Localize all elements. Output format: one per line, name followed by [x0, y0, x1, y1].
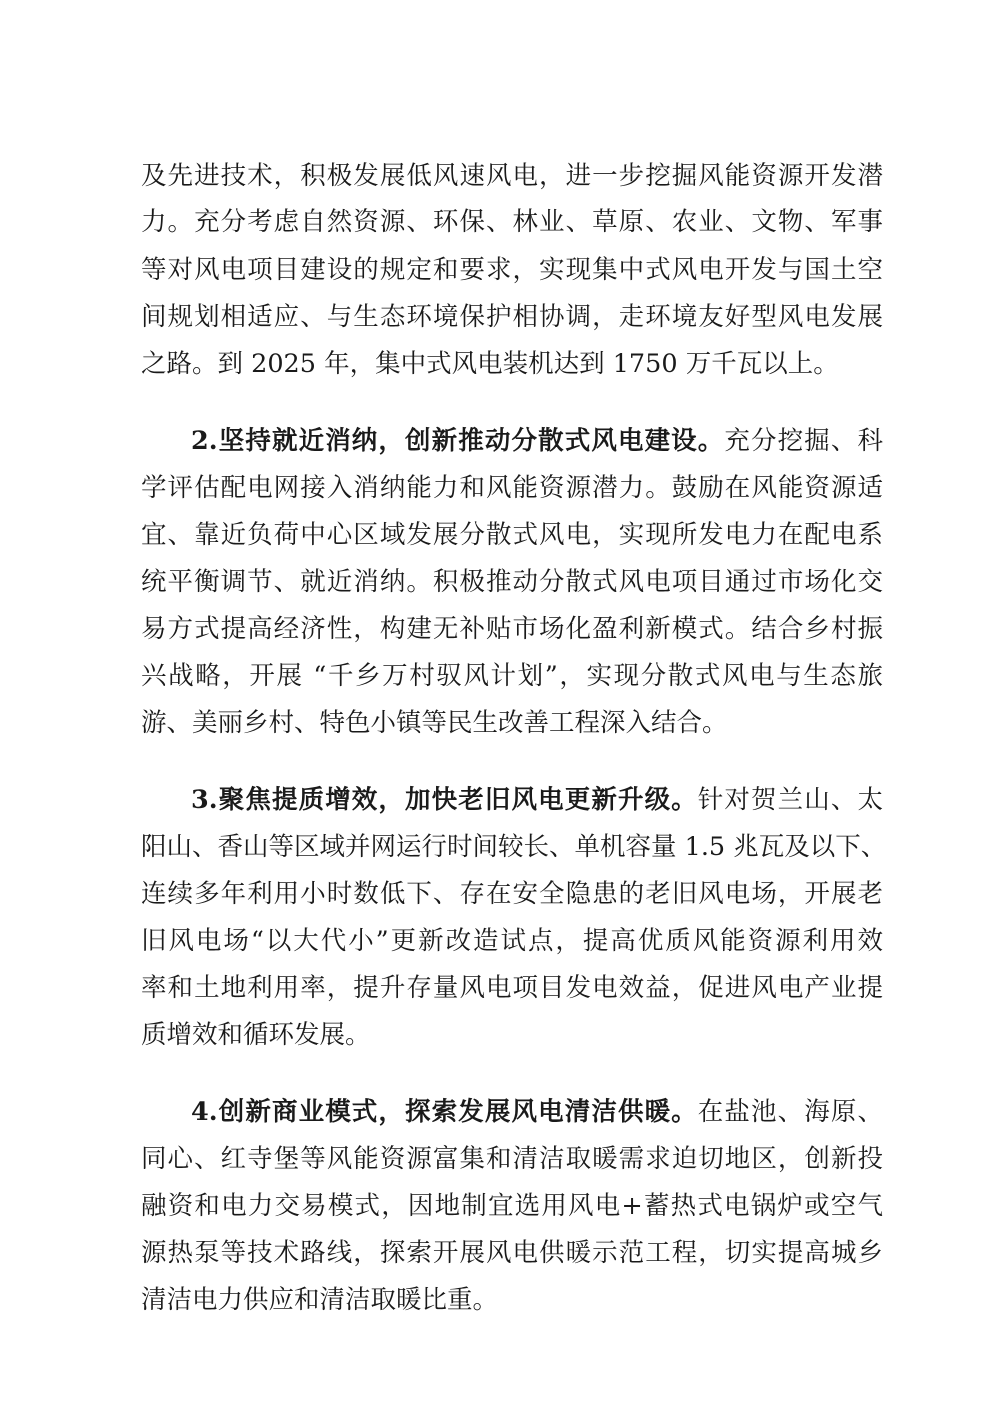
paragraph-2-line-5: 易方式提高经济性，构建无补贴市场化盈利新模式。结合乡村振 — [141, 614, 883, 644]
paragraph-1-line-4: 间规划相适应、与生态环境保护相协调，走环境友好型风电发展 — [141, 302, 883, 332]
paragraph-3-line-4: 旧风电场“以大代小”更新改造试点，提高优质风能资源利用效 — [141, 926, 883, 956]
paragraph-3-line-1: 3.聚焦提质增效，加快老旧风电更新升级。针对贺兰山、太 — [191, 785, 883, 815]
paragraph-4-line-1: 4.创新商业模式，探索发展风电清洁供暖。在盐池、海原、 — [191, 1097, 883, 1127]
paragraph-4-line-2: 同心、红寺堡等风能资源富集和清洁取暖需求迫切地区，创新投 — [141, 1144, 883, 1174]
paragraph-3-heading: 3.聚焦提质增效，加快老旧风电更新升级。 — [191, 785, 698, 815]
paragraph-3-line-3: 连续多年利用小时数低下、存在安全隐患的老旧风电场，开展老 — [141, 879, 883, 909]
paragraph-1-line-2: 力。充分考虑自然资源、环保、林业、草原、农业、文物、军事 — [141, 207, 883, 237]
paragraph-1-line-1: 及先进技术，积极发展低风速风电，进一步挖掘风能资源开发潜 — [141, 161, 883, 191]
paragraph-3-line-6: 质增效和循环发展。 — [141, 1020, 371, 1050]
paragraph-3-line-5: 率和土地利用率，提升存量风电项目发电效益，促进风电产业提 — [141, 973, 883, 1003]
paragraph-2-line-1: 2.坚持就近消纳，创新推动分散式风电建设。充分挖掘、科 — [191, 426, 883, 456]
paragraph-2-line-4: 统平衡调节、就近消纳。积极推动分散式风电项目通过市场化交 — [141, 567, 883, 597]
paragraph-2-line-2: 学评估配电网接入消纳能力和风能资源潜力。鼓励在风能资源适 — [141, 473, 883, 503]
paragraph-3-line-2: 阳山、香山等区域并网运行时间较长、单机容量 1.5 兆瓦及以下、 — [141, 832, 887, 862]
paragraph-1-line-5: 之路。到 2025 年，集中式风电装机达到 1750 万千瓦以上。 — [141, 349, 839, 379]
paragraph-4-line-4: 源热泵等技术路线，探索开展风电供暖示范工程，切实提高城乡 — [141, 1238, 883, 1268]
paragraph-2-line-7: 游、美丽乡村、特色小镇等民生改善工程深入结合。 — [141, 708, 728, 738]
paragraph-4-heading: 4.创新商业模式，探索发展风电清洁供暖。 — [191, 1097, 698, 1127]
paragraph-2-line-3: 宜、靠近负荷中心区域发展分散式风电，实现所发电力在配电系 — [141, 520, 883, 550]
paragraph-4-line-3: 融资和电力交易模式，因地制宜选用风电+蓄热式电锅炉或空气 — [141, 1191, 883, 1221]
paragraph-4-line-5: 清洁电力供应和清洁取暖比重。 — [141, 1285, 499, 1315]
paragraph-2-line-6: 兴战略，开展 “千乡万村驭风计划”，实现分散式风电与生态旅 — [141, 661, 883, 691]
paragraph-1-line-3: 等对风电项目建设的规定和要求，实现集中式风电开发与国土空 — [141, 255, 883, 285]
paragraph-2-heading: 2.坚持就近消纳，创新推动分散式风电建设。 — [191, 426, 725, 456]
